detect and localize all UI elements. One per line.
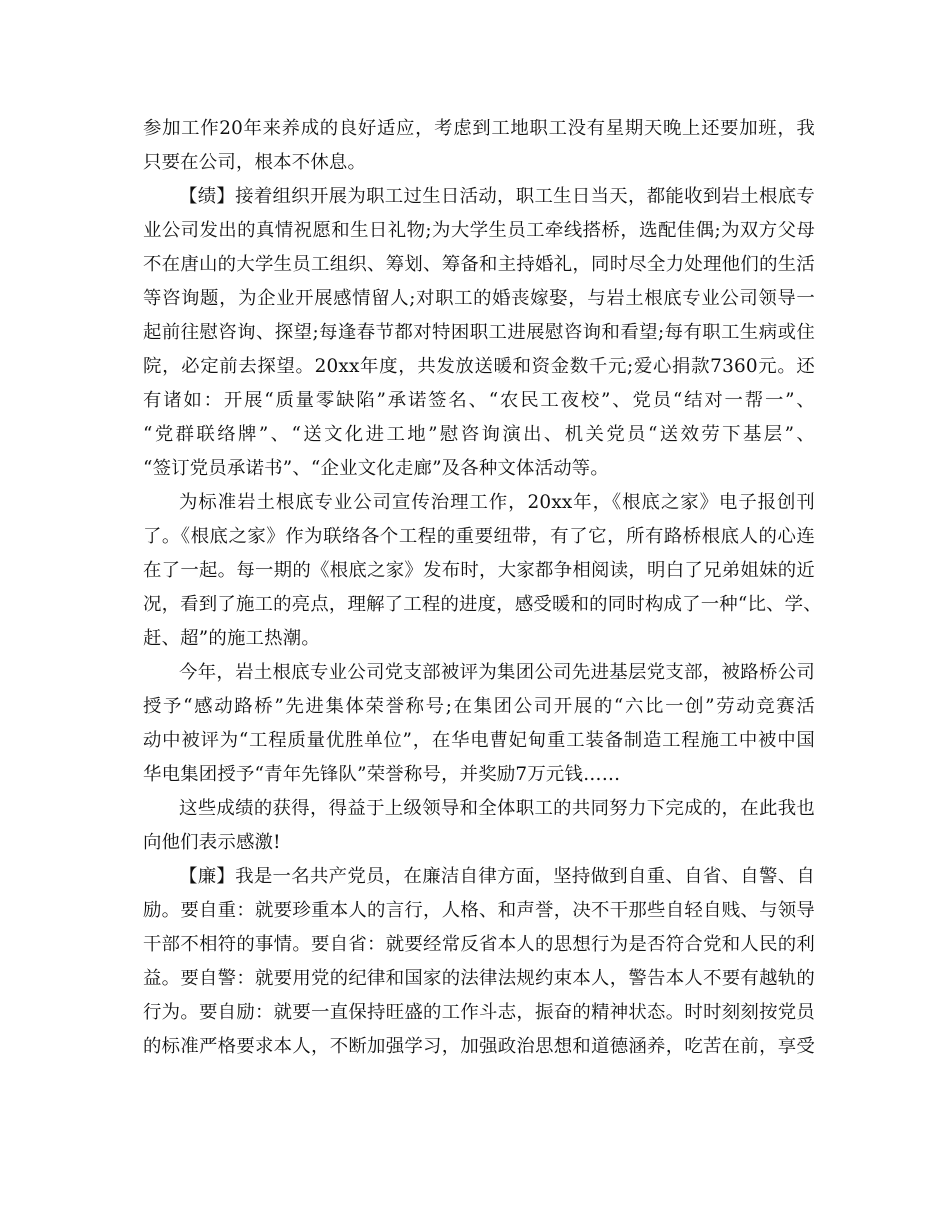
text-line: 有诸如：开展“质量零缺陷”承诺签名、“农民工夜校”、党员“结对一帮一”、 [143, 390, 815, 411]
document-body [143, 112, 822, 1064]
text-line: 华电集团授予“青年先锋队”荣誉称号，并奖励7万元钱…… [143, 764, 621, 785]
text-line: “党群联络牌”、“送文化进工地”慰咨询演出、机关党员“送效劳下基层”、 [143, 424, 815, 445]
text-line: 【廉】我是一名共产党员，在廉洁自律方面，坚持做到自重、自省、自警、自 [179, 866, 815, 887]
text-line: 行为。要自励：就要一直保持旺盛的工作斗志，振奋的精神状态。时时刻刻按党员 [143, 1002, 815, 1023]
text-line: 【绩】接着组织开展为职工过生日活动，职工生日当天，都能收到岩土根底专 [179, 186, 815, 207]
text-line: 起前往慰咨询、探望;每逢春节都对特困职工进展慰咨询和看望;每有职工生病或住 [143, 322, 815, 343]
text-line: 了。《根底之家》作为联络各个工程的重要纽带，有了它，所有路桥根底人的心连 [143, 526, 815, 547]
text-line: 的标准严格要求本人，不断加强学习，加强政治思想和道德涵养，吃苦在前，享受 [143, 1036, 815, 1057]
text-line: 今年，岩土根底专业公司党支部被评为集团公司先进基层党支部，被路桥公司 [179, 662, 815, 683]
text-line: 授予“感动路桥”先进集体荣誉称号;在集团公司开展的“六比一创”劳动竞赛活 [143, 696, 815, 717]
text-line: 不在唐山的大学生员工组织、筹划、筹备和主持婚礼，同时尽全力处理他们的生活 [143, 254, 815, 275]
text-line: 干部不相符的事情。要自省：就要经常反省本人的思想行为是否符合党和人民的利 [143, 934, 815, 955]
text-line: 赶、超”的施工热潮。 [143, 628, 320, 649]
text-line: 励。要自重：就要珍重本人的言行，人格、和声誉，决不干那些自轻自贱、与领导 [143, 900, 815, 921]
text-line: 只要在公司，根本不休息。 [143, 152, 367, 173]
text-line: 等咨询题，为企业开展感情留人;对职工的婚丧嫁娶，与岩土根底专业公司领导一 [143, 288, 815, 309]
text-line: 这些成绩的获得，得益于上级领导和全体职工的共同努力下完成的，在此我也 [179, 798, 815, 819]
text-line: 益。要自警：就要用党的纪律和国家的法律法规约束本人，警告本人不要有越轨的 [143, 968, 815, 989]
text-line: 为标准岩土根底专业公司宣传治理工作，20xx年，《根底之家》电子报创刊 [179, 492, 815, 513]
text-line: 院，必定前去探望。20xx年度，共发放送暖和资金数千元;爱心捐款7360元。还 [143, 356, 815, 377]
text-line: 向他们表示感激! [143, 832, 281, 853]
text-line: “签订党员承诺书”、“企业文化走廊”及各种文体活动等。 [143, 458, 609, 479]
text-line: 参加工作20年来养成的良好适应，考虑到工地职工没有星期天晚上还要加班，我 [143, 118, 815, 139]
text-line: 况，看到了施工的亮点，理解了工程的进度，感受暖和的同时构成了一种“比、学、 [143, 594, 822, 615]
text-line: 动中被评为“工程质量优胜单位”，在华电曹妃甸重工装备制造工程施工中被中国 [143, 730, 815, 751]
text-line: 在了一起。每一期的《根底之家》发布时，大家都争相阅读，明白了兄弟姐妹的近 [143, 560, 815, 581]
text-line: 业公司发出的真情祝愿和生日礼物;为大学生员工牵线搭桥，选配佳偶;为双方父母 [143, 220, 815, 241]
